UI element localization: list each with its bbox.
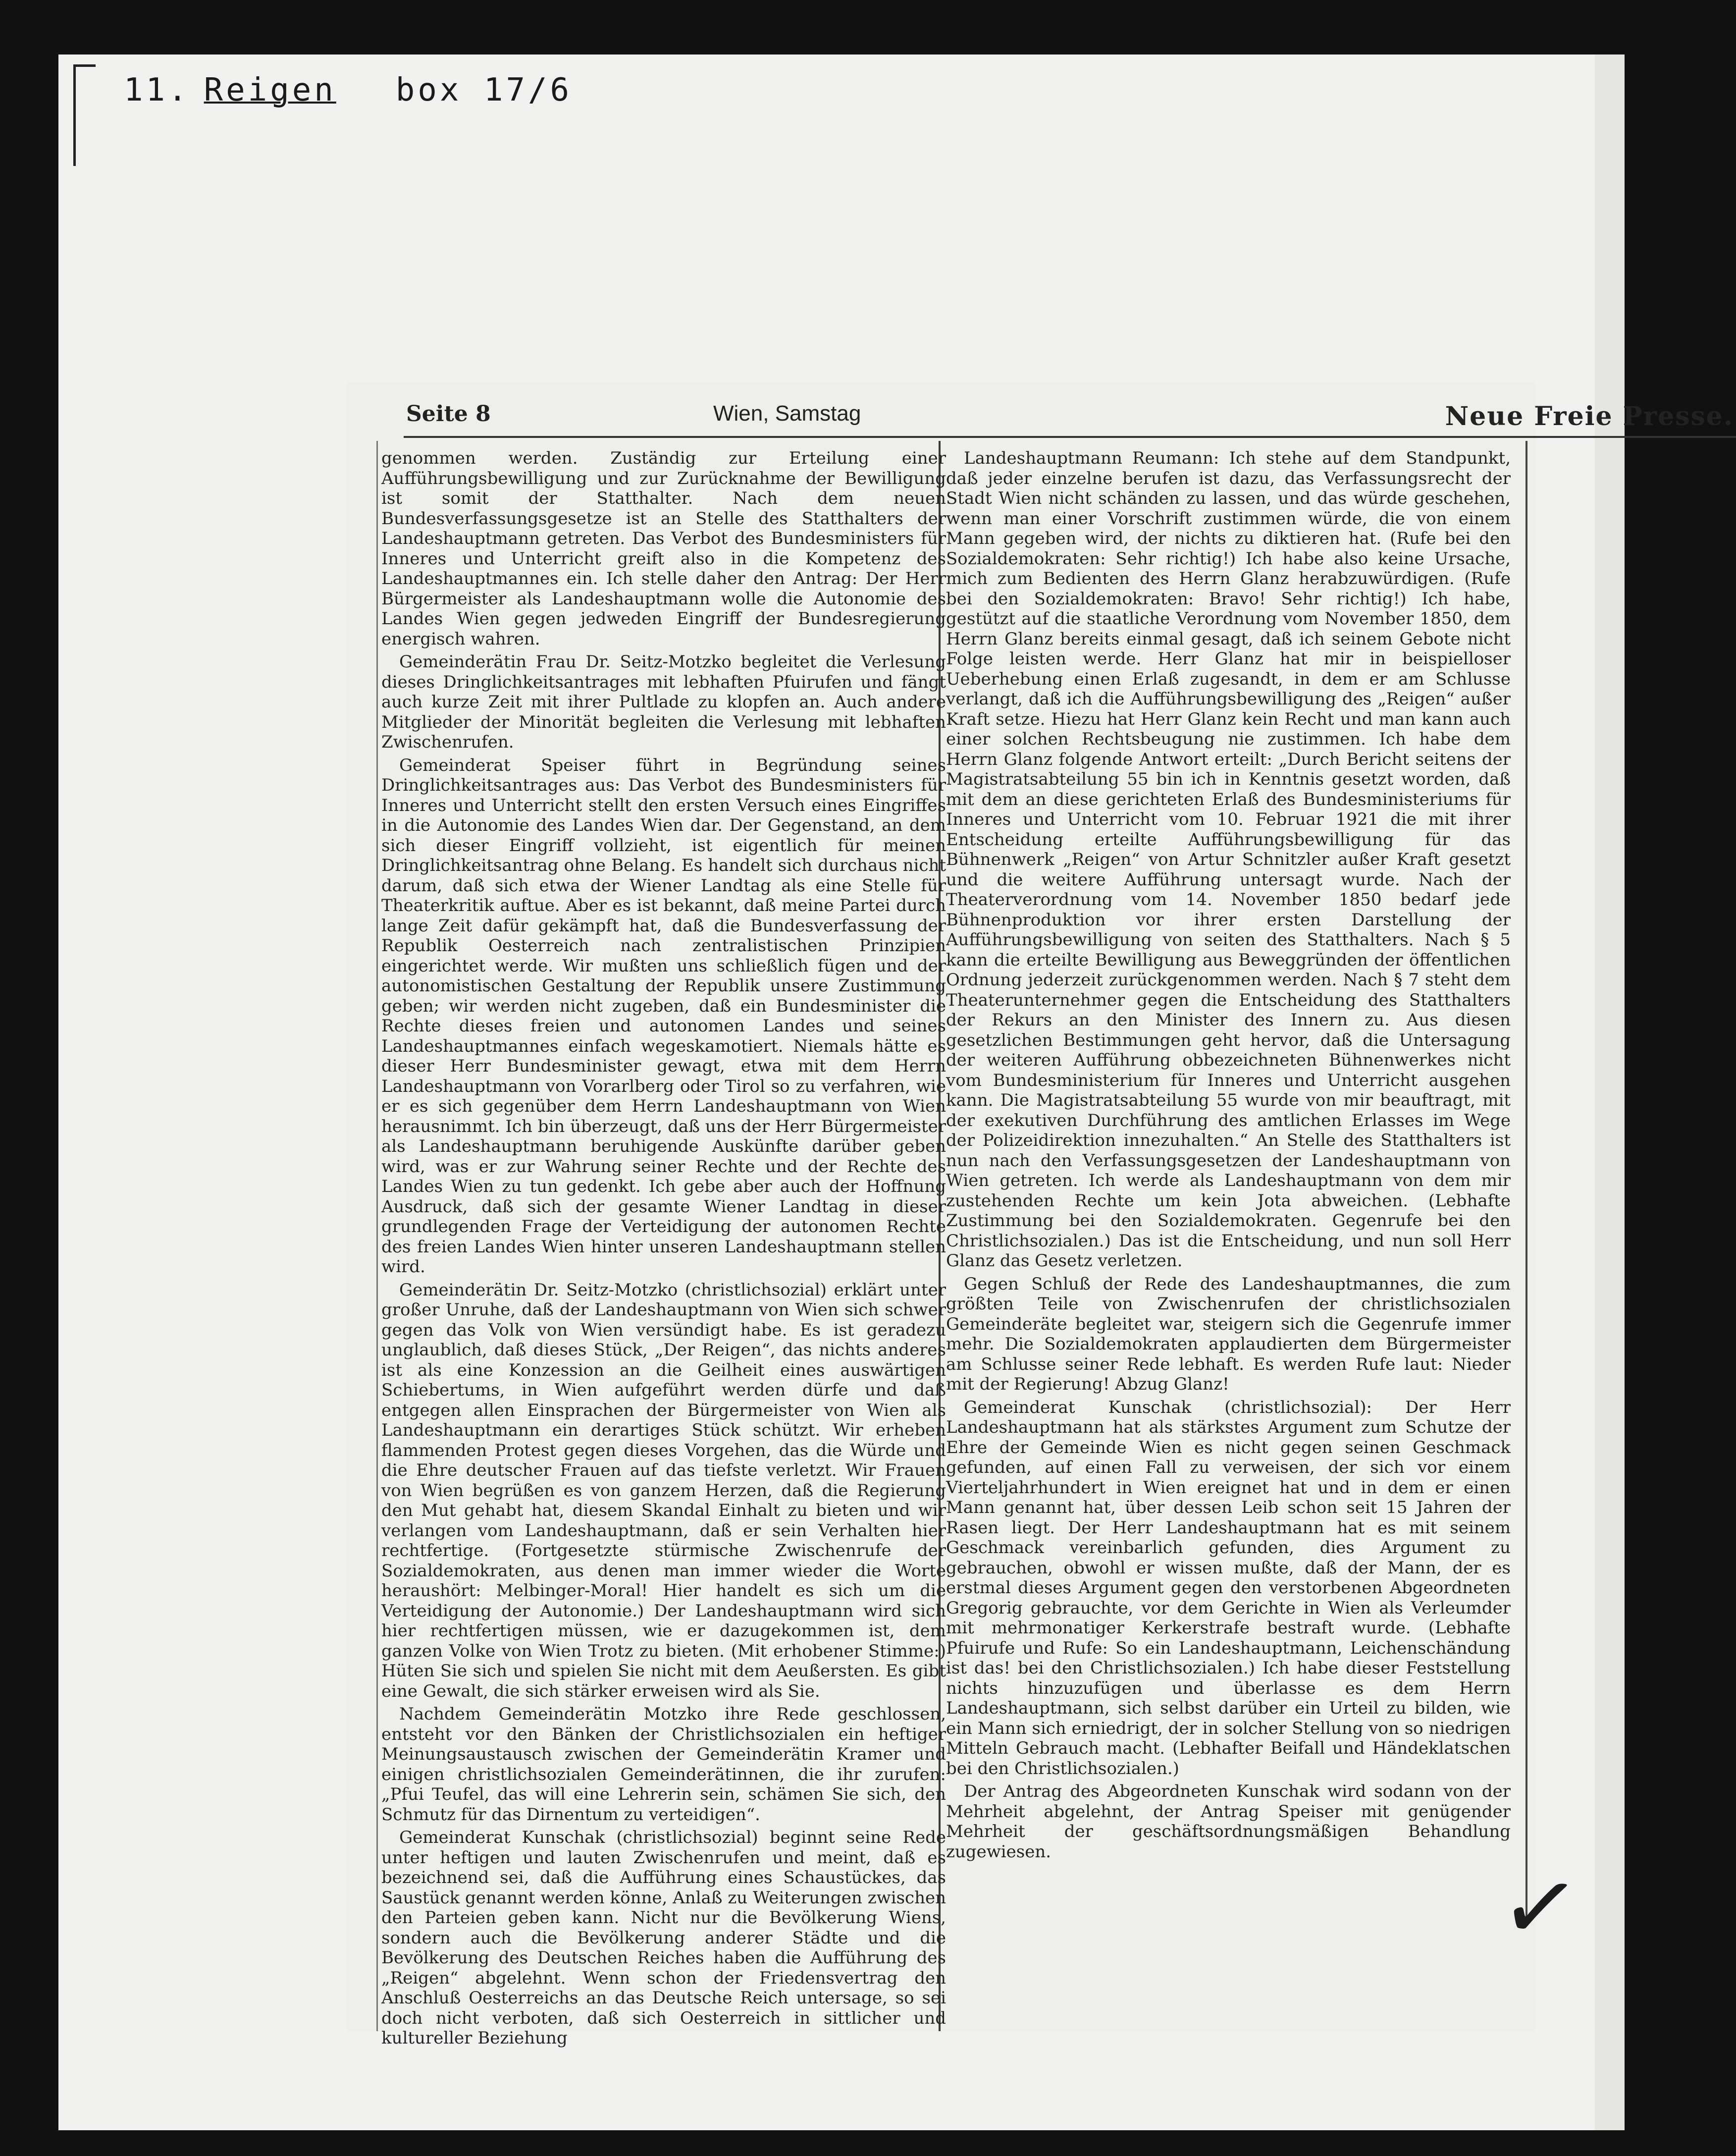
newspaper-header xyxy=(406,401,1734,436)
paragraph: Gegen Schluß der Rede des Landeshauptmannes, die zum größten Teile von Zwischenrufen der christlichsozialen Gemeinderäte begleitet war, steigern sich die Gegenrufe immer mehr. Die Sozialdemokraten applaudierten dem Bürgermeister am Schlusse seiner Rede lebhaft. Es werden Rufe laut: Nieder mit der Regierung! Abzug Glanz! xyxy=(946,1274,1511,1394)
corner-bracket xyxy=(73,64,96,166)
right-border xyxy=(1526,441,1527,1917)
paragraph: Nachdem Gemeinderätin Motzko ihre Rede geschlossen, entsteht vor den Bänken der Christlichsozialen ein heftiger Meinungsaustausch zwischen der Gemeinderätin Kramer und einigen christlichsozialen Gemeinderätinnen, die ihr zurufen: „Pfui Teufel, das will eine Lehrerin sein, schämen Sie sich, den Schmutz für das Dirnentum zu verteidigen“. xyxy=(381,1704,946,1825)
paragraph: genommen werden. Zuständig zur Erteilung einer Aufführungsbewilligung und zur Zurücknahme der Bewilligung ist somit der Statthalter. Nach dem neuen Bundesverfassungsgesetze ist an Stelle des Statthalters der Landeshauptmann getreten. Das Verbot des Bundesministers für Inneres und Unterricht greift also in die Kompetenz des Landeshauptmannes ein. Ich stelle daher den Antrag: Der Herr Bürgermeister als Landeshauptmann wolle die Autonomie des Landes Wien gegen jedweden Eingriff der Bundesregierung energisch wahren. xyxy=(381,448,946,649)
paragraph: Gemeinderat Speiser führt in Begründung seines Dringlichkeitsantrages aus: Das Verbot des Bundesministers für Inneres und Unterricht stellt den ersten Versuch eines Eingriffes in die Autonomie des Landes Wien dar. Der Gegenstand, an dem sich dieser Eingriff vollzieht, ist eigentlich für meinen Dringlichkeitsantrag ohne Belang. Es handelt sich durchaus nicht darum, daß sich etwa der Wiener Landtag als eine Stelle für Theaterkritik auftue. Aber es ist bekannt, daß meine Partei durch lange Zeit dafür gekämpft hat, daß die Bundesverfassung der Republik Oesterreich nach zentralistischen Prinzipien eingerichtet werde. Wir mußten uns schließlich fügen und der autonomistischen Gestaltung der Republik unsere Zustimmung geben; wir werden nicht zugeben, daß ein Bundesminister die Rechte dieses freien und autonomen Landes und seines Landeshauptmannes einfach wegeskamotiert. Niemals hätte es dieser Herr Bundesminister gewagt, etwa mit dem Herrn Landeshauptmann von Vorarlberg oder Tirol so zu verfahren, wie er es sich gegenüber dem Herrn Landeshauptmann von Wien herausnimmt. Ich bin überzeugt, daß uns der Herr Bürgermeister als Landeshauptmann beruhigende Auskünfte darüber geben wird, was er zur Wahrung seiner Rechte und der Rechte des Landes Wien zu tun gedenkt. Ich gebe aber auch der Hoffnung Ausdruck, daß sich der gesamte Wiener Landtag in dieser grundlegenden Frage der Verteidigung der autonomen Rechte des freien Landes Wien hinter unseren Landeshauptmann stellen wird. xyxy=(381,755,946,1277)
checkmark-icon: ✓ xyxy=(1493,1847,1587,1968)
paragraph: Gemeinderat Kunschak (christlichsozial) beginnt seine Rede unter heftigen und lauten Zwischenrufen und meint, daß es bezeichnend sei, daß die Aufführung eines Schaustückes, das Saustück genannt werden könne, Anlaß zu Weiterungen zwischen den Parteien geben kann. Nicht nur die Bevölkerung Wiens, sondern auch die Bevölkerung anderer Städte und die Bevölkerung des Deutschen Reiches haben die Aufführung des „Reigen“ abgelehnt. Wenn schon der Friedensvertrag den Anschluß Oesterreichs an das Deutsche Reich untersage, so sei doch nicht verboten, daß sich Oesterreich in sittlicher und kultureller Beziehung xyxy=(381,1828,946,2048)
masthead: Neue Freie Presse. xyxy=(1445,401,1734,431)
dateline: Wien, Samstag xyxy=(713,401,861,426)
paragraph: Der Antrag des Abgeordneten Kunschak wird sodann von der Mehrheit abgelehnt, der Antrag Speiser mit genügender Mehrheit der geschäftsordnungsmäßigen Behandlung zugewiesen. xyxy=(946,1781,1511,1862)
newspaper-clipping xyxy=(347,381,1734,2048)
page-number: Seite 8 xyxy=(406,401,491,427)
archive-label xyxy=(124,72,572,108)
column-right xyxy=(946,448,1511,1865)
column-left xyxy=(381,448,946,2051)
paragraph: Landeshauptmann Reumann: Ich stehe auf dem Standpunkt, daß jeder einzelne berufen ist dazu, das Verfassungsrecht der Stadt Wien nicht schänden zu lassen, und das würde geschehen, wenn man einer Vorschrift zustimmen würde, die von einem Mann gegeben wird, der nichts zu diktieren hat. (Rufe bei den Sozialdemokraten: Sehr richtig!) Ich habe also keine Ursache, mich zum Bedienten des Herrn Glanz herabzuwürdigen. (Rufe bei den Sozialdemokraten: Bravo! Sehr richtig!) Ich habe, gestützt auf die staatliche Verordnung vom November 1850, dem Herrn Glanz bereits einmal gesagt, daß ich seinem Gebote nicht Folge leisten werde. Herr Glanz hat mir in beispielloser Ueberhebung einen Erlaß zugesandt, in dem er am Schlusse verlangt, daß ich die Aufführungsbewilligung des „Reigen“ außer Kraft setze. Hiezu hat Herr Glanz kein Recht und man kann auch einer solchen Rechtsbeugung nie zustimmen. Ich habe dem Herrn Glanz folgende Antwort erteilt: „Durch Bericht seitens der Magistratsabteilung 55 bin ich in Kenntnis gesetzt worden, daß mit dem an diese gerichteten Erlaß des Bundesministeriums für Inneres und Unterricht vom 10. Februar 1921 die mit ihrer Entscheidung erteilte Aufführungsbewilligung für das Bühnenwerk „Reigen“ von Artur Schnitzler außer Kraft gesetzt und die weitere Aufführung untersagt wurde. Nach der Theaterverordnung vom 14. November 1850 bedarf jede Bühnenproduktion vor ihrer ersten Darstellung der Aufführungsbewilligung von seiten des Statthalters. Nach § 5 kann die erteilte Bewilligung aus Beweggründen der öffentlichen Ordnung jederzeit zurückgenommen werden. Nach § 7 steht dem Theaterunternehmer gegen die Entscheidung des Statthalters der Rekurs an den Minister des Innern zu. Aus diesen gesetzlichen Bestimmungen geht hervor, daß die Untersagung der weiteren Aufführung obbezeichneten Bühnenwerkes nicht vom Bundesministerium für Inneres und Unterricht ausgehen kann. Die Magistratsabteilung 55 wurde von mir beauftragt, mit der exekutiven Durchführung des amtlichen Erlasses im Wege der Polizeidirektion innezuhalten.“ An Stelle des Statthalters ist nun nach den Verfassungsgesetzen der Landeshauptmann von Wien getreten. Ich werde als Landeshauptmann von dem mir zustehenden Rechte um kein Jota abweichen. (Lebhafte Zustimmung bei den Sozialdemokraten. Gegenrufe bei den Christlichsozialen.) Das ist die Entscheidung, und nun soll Herr Glanz das Gesetz verletzen. xyxy=(946,448,1511,1271)
archive-title: Reigen xyxy=(204,72,336,108)
archive-number: 11. xyxy=(124,72,190,108)
archive-box: box 17/6 xyxy=(395,72,573,108)
paragraph: Gemeinderat Kunschak (christlichsozial): Der Herr Landeshauptmann hat als stärkstes Argument zum Schutze der Ehre der Gemeinde Wien es nicht gegen seinen Geschmack gefunden, auf einen Fall zu verweisen, der sich vor einem Vierteljahrhundert in Wien ereignet hat und in dem er einen Mann genannt hat, über dessen Leib schon seit 15 Jahren der Rasen liegt. Der Herr Landeshauptmann hat es mit seinem Geschmack vereinbarlich gefunden, dies Argument zu gebrauchen, obwohl er wissen mußte, daß der Mann, der es erstmal dieses Argument gegen den verstorbenen Abgeordneten Gregorig gebrauchte, vor dem Gerichte in Wien als Verleumder mit mehrmonatiger Kerkerstrafe bestraft wurde. (Lebhafte Pfuirufe und Rufe: So ein Landeshauptmann, Leichenschändung ist das! bei den Christlichsozialen.) Ich habe dieser Feststellung nichts hinzuzufügen und überlasse es dem Herrn Landeshauptmann, sich selbst darüber ein Urteil zu bilden, wie ein Mann sich erniedrigt, der in solcher Stellung von so niedrigen Mitteln Gebrauch macht. (Lebhafter Beifall und Händeklatschen bei den Christlichsozialen.) xyxy=(946,1397,1511,1779)
left-border xyxy=(376,441,378,2031)
sheet-edge xyxy=(1595,54,1625,2130)
paragraph: Gemeinderätin Dr. Seitz-Motzko (christlichsozial) erklärt unter großer Unruhe, daß der Landeshauptmann von Wien sich schwer gegen das Volk von Wien versündigt habe. Es ist geradezu unglaublich, daß dieses Stück, „Der Reigen“, das nichts anderes ist als eine Konzession an die Geilheit eines auswärtigen Schiebertums, in Wien aufgeführt werden dürfe und daß entgegen allen Einsprachen der Bürgermeister von Wien als Landeshauptmann ein derartiges Stück schützt. Wir erheben flammenden Protest gegen dieses Vorgehen, das die Würde und die Ehre deutscher Frauen auf das tiefste verletzt. Wir Frauen von Wien begrüßen es von ganzem Herzen, daß die Regierung den Mut gehabt hat, diesem Skandal Einhalt zu bieten und wir verlangen vom Landeshauptmann, daß er sein Verhalten hier rechtfertige. (Fortgesetzte stürmische Zwischenrufe der Sozialdemokraten, aus denen man immer wieder die Worte heraushört: Melbinger-Moral! Hier handelt es sich um die Verteidigung der Autonomie.) Der Landeshauptmann wird sich hier rechtfertigen müssen, wie er dazugekommen ist, dem ganzen Volke von Wien Trotz zu bieten. (Mit erhobener Stimme:) Hüten Sie sich und spielen Sie nicht mit dem Aeußersten. Es gibt eine Gewalt, die sich stärker erweisen wird als Sie. xyxy=(381,1280,946,1701)
header-rule xyxy=(404,436,1736,438)
paragraph: Gemeinderätin Frau Dr. Seitz-Motzko begleitet die Verlesung dieses Dringlichkeitsantrages mit lebhaften Pfuirufen und fängt auch kurze Zeit mit ihrer Pultlade zu klopfen an. Auch andere Mitglieder der Minorität begleiten die Verlesung mit lebhaften Zwischenrufen. xyxy=(381,652,946,752)
